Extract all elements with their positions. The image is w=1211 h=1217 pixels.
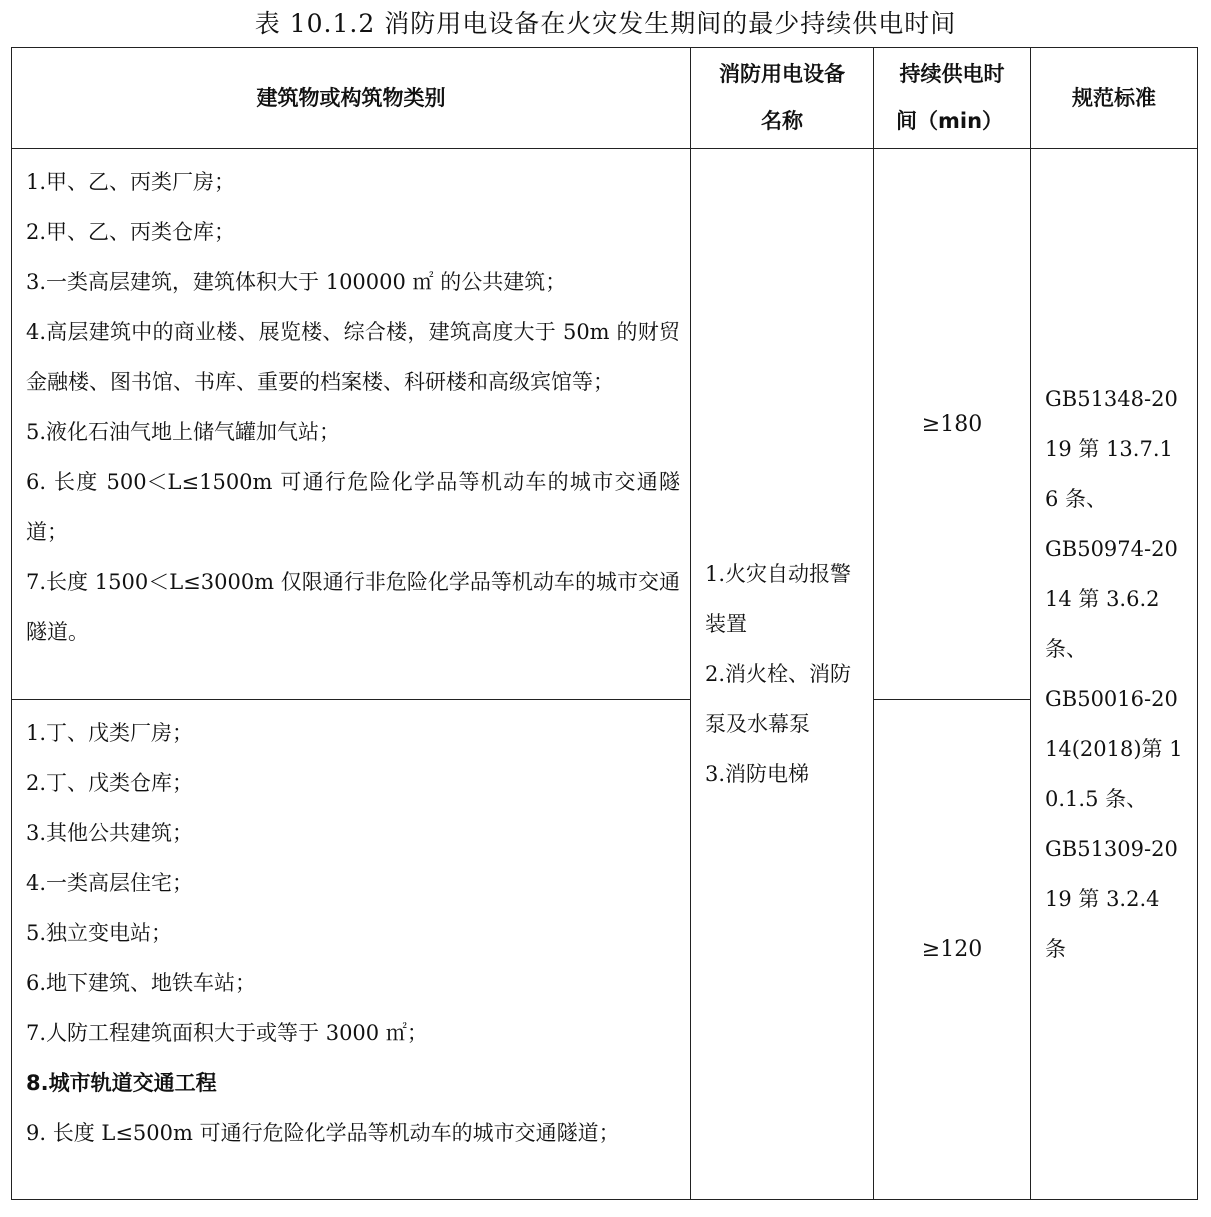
list-item: 2.甲、乙、丙类仓库；	[26, 220, 236, 244]
device-item: 1.火灾自动报警装置	[705, 562, 852, 636]
header-duration-line2: 间（min）	[896, 109, 1004, 133]
list-item: 7.长度 1500＜L≤3000m 仅限通行非危险化学品等机动车的城市交通隧道。	[26, 570, 680, 644]
table-row-group-b	[12, 700, 1198, 1200]
list-item: 9. 长度 L≤500m 可通行危险化学品等机动车的城市交通隧道；	[26, 1121, 620, 1145]
duration-cell-group-b: ≥120	[874, 700, 1031, 1200]
list-item: 6.地下建筑、地铁车站；	[26, 971, 257, 995]
header-duration-line1: 持续供电时	[899, 62, 1005, 86]
list-item: 5.独立变电站；	[26, 921, 173, 945]
list-item: 6. 长度 500＜L≤1500m 可通行危险化学品等机动车的城市交通隧道；	[26, 470, 680, 544]
device-item: 2.消火栓、消防泵及水幕泵	[705, 662, 852, 736]
standard-item: GB50016-2014(2018)第 10.1.5 条、	[1045, 687, 1183, 811]
standard-item: GB51348-2019 第 13.7.16 条、	[1045, 387, 1178, 511]
header-row	[12, 48, 1198, 149]
standard-cell	[1031, 149, 1198, 1200]
list-item: 3.其他公共建筑；	[26, 821, 194, 845]
device-item: 3.消防电梯	[705, 762, 810, 786]
list-item-highlighted: 8.城市轨道交通工程	[26, 1071, 217, 1095]
list-item: 1.甲、乙、丙类厂房；	[26, 170, 236, 194]
power-supply-duration-table	[11, 47, 1198, 1200]
list-item: 4.高层建筑中的商业楼、展览楼、综合楼，建筑高度大于 50m 的财贸金融楼、图书馆、书库、重要的档案楼、科研楼和高级宾馆等；	[26, 320, 680, 394]
header-duration	[874, 48, 1031, 149]
header-standard: 规范标准	[1031, 48, 1198, 149]
list-item: 2.丁、戊类仓库；	[26, 771, 194, 795]
standard-item: GB50974-2014 第 3.6.2 条、	[1045, 537, 1178, 661]
category-cell-group-b	[12, 700, 691, 1200]
list-item: 4.一类高层住宅；	[26, 871, 194, 895]
device-cell	[691, 149, 874, 1200]
header-device	[691, 48, 874, 149]
standard-item: GB51309-2019 第 3.2.4 条	[1045, 837, 1178, 961]
header-device-line1: 消防用电设备	[719, 62, 845, 86]
list-item: 5.液化石油气地上储气罐加气站；	[26, 420, 341, 444]
list-item: 1.丁、戊类厂房；	[26, 721, 194, 745]
header-category: 建筑物或构筑物类别	[12, 48, 691, 149]
header-device-line2: 名称	[761, 109, 803, 133]
category-cell-group-a	[12, 149, 691, 700]
list-item: 7.人防工程建筑面积大于或等于 3000 ㎡；	[26, 1021, 428, 1045]
list-item: 3.一类高层建筑，建筑体积大于 100000 ㎡ 的公共建筑；	[26, 270, 567, 294]
table-row-group-a	[12, 149, 1198, 700]
table-caption: 表 10.1.2 消防用电设备在火灾发生期间的最少持续供电时间	[254, 9, 957, 38]
duration-cell-group-a: ≥180	[874, 149, 1031, 700]
